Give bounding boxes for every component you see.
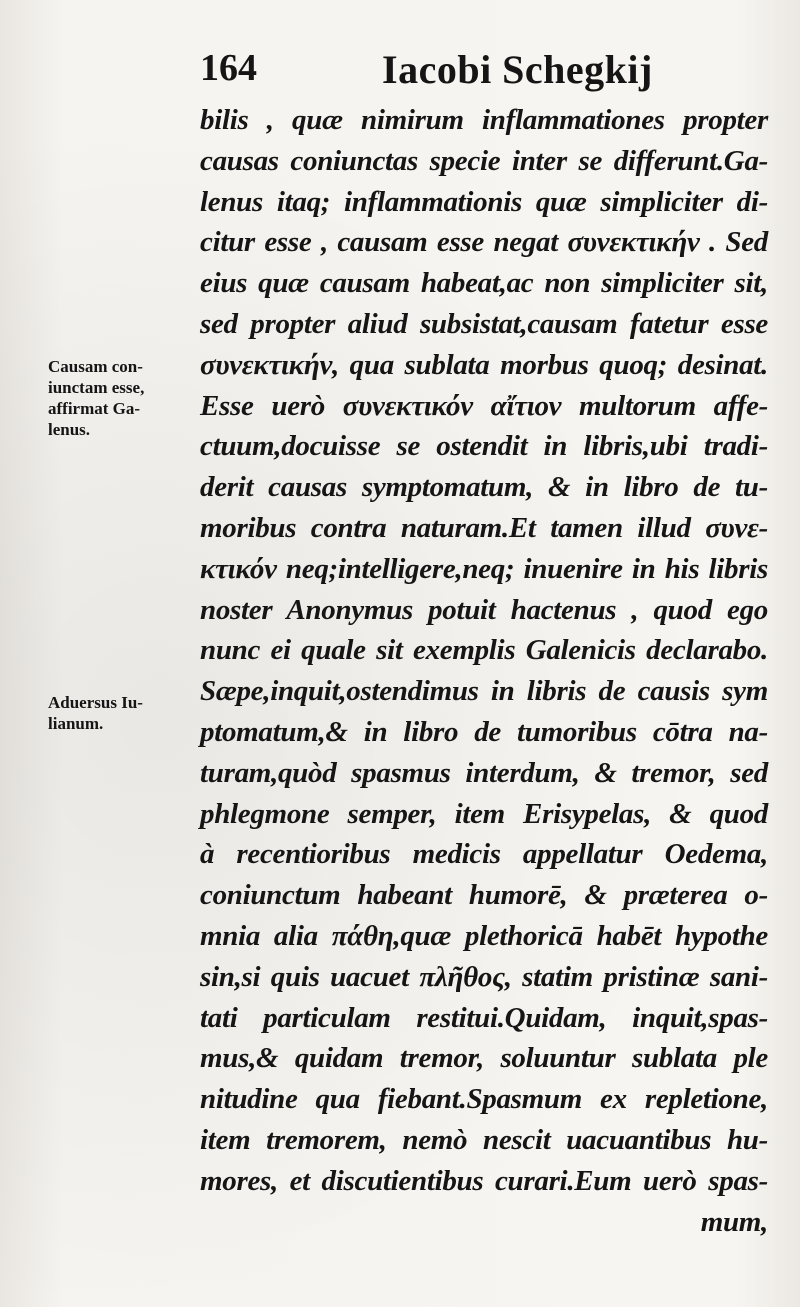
margin-note-line: iunctam esse, [48, 378, 145, 397]
catchword-line: mum, [700, 1205, 768, 1238]
margin-note-line: Causam con- [48, 357, 143, 376]
bleed-through-text [55, 640, 195, 658]
main-text-block [200, 100, 768, 1242]
text-line: mores, et discutientibus curari.Eum uerò spas- [200, 1164, 768, 1197]
text-line: mus,& quidam tremor, soluuntur sublata ple [200, 1042, 768, 1075]
bleed-through-line [55, 640, 195, 658]
text-line: sed propter aliud subsistat,causam fatetur esse [200, 307, 768, 340]
text-line: ptomatum,& in libro de tumoribus cōtra na- [200, 715, 768, 748]
margin-note-line: lenus. [48, 420, 91, 439]
text-line: Sæpe,inquit,ostendimus in libris de causis sym [200, 675, 768, 708]
running-head: Iacobi Schegkij [382, 47, 653, 92]
text-line: lenus itaq; inflammationis quæ simpliciter di- [200, 185, 768, 218]
text-line: moribus contra naturam.Et tamen illud συνε- [200, 511, 768, 544]
text-line: Esse uerò συνεκτικόν αἴτιον multorum affe- [200, 389, 768, 422]
text-line: coniunctum habeant humorē, & præterea o- [200, 879, 768, 912]
text-line: bilis , quæ nimirum inflammationes propter [200, 104, 768, 136]
text-line: derit causas symptomatum, & in libro de tu- [200, 471, 768, 504]
text-line: turam,quòd spasmus interdum, & tremor, sed [200, 756, 768, 789]
text-line: citur esse , causam esse negat συνεκτικήν . Sed [200, 226, 768, 259]
text-line: συνεκτικήν, qua sublata morbus quoq; desinat. [200, 348, 768, 381]
text-line: tati particulam restitui.Quidam, inquit,spas- [200, 1001, 768, 1034]
page-number: 164 [200, 47, 257, 89]
page-header [200, 46, 760, 96]
text-line: nitudine qua fiebant.Spasmum ex repletione, [200, 1083, 768, 1116]
margin-note-line: Aduersus Iu- [48, 693, 143, 712]
text-line: causas coniunctas specie inter se differunt.Ga- [200, 144, 768, 177]
text-line: nunc ei quale sit exemplis Galenicis declarabo. [200, 634, 768, 667]
margin-note-causam [48, 356, 194, 440]
text-line: à recentioribus medicis appellatur Oedema, [200, 838, 768, 871]
text-line: sin,si quis uacuet πλῆθος, statim pristinæ sani- [200, 960, 768, 993]
text-line: mnia alia πάθη,quæ plethoricā habēt hypothe [200, 919, 768, 952]
text-line: eius quæ causam habeat,ac non simpliciter sit, [200, 267, 768, 300]
margin-note-line: affirmat Ga- [48, 399, 141, 418]
margin-note-line: lianum. [48, 714, 104, 733]
text-line: noster Anonymus potuit hactenus , quod ego [200, 593, 768, 626]
text-line: ctuum,docuisse se ostendit in libris,ubi tradi- [200, 430, 768, 463]
text-line: phlegmone semper, item Erisypelas, & quod [200, 797, 768, 830]
margin-note-aduersus [48, 692, 194, 734]
text-line: κτικόν neq;intelligere,neq; inuenire in his libris [200, 552, 768, 585]
text-line: item tremorem, nemò nescit uacuantibus hu- [200, 1123, 768, 1156]
